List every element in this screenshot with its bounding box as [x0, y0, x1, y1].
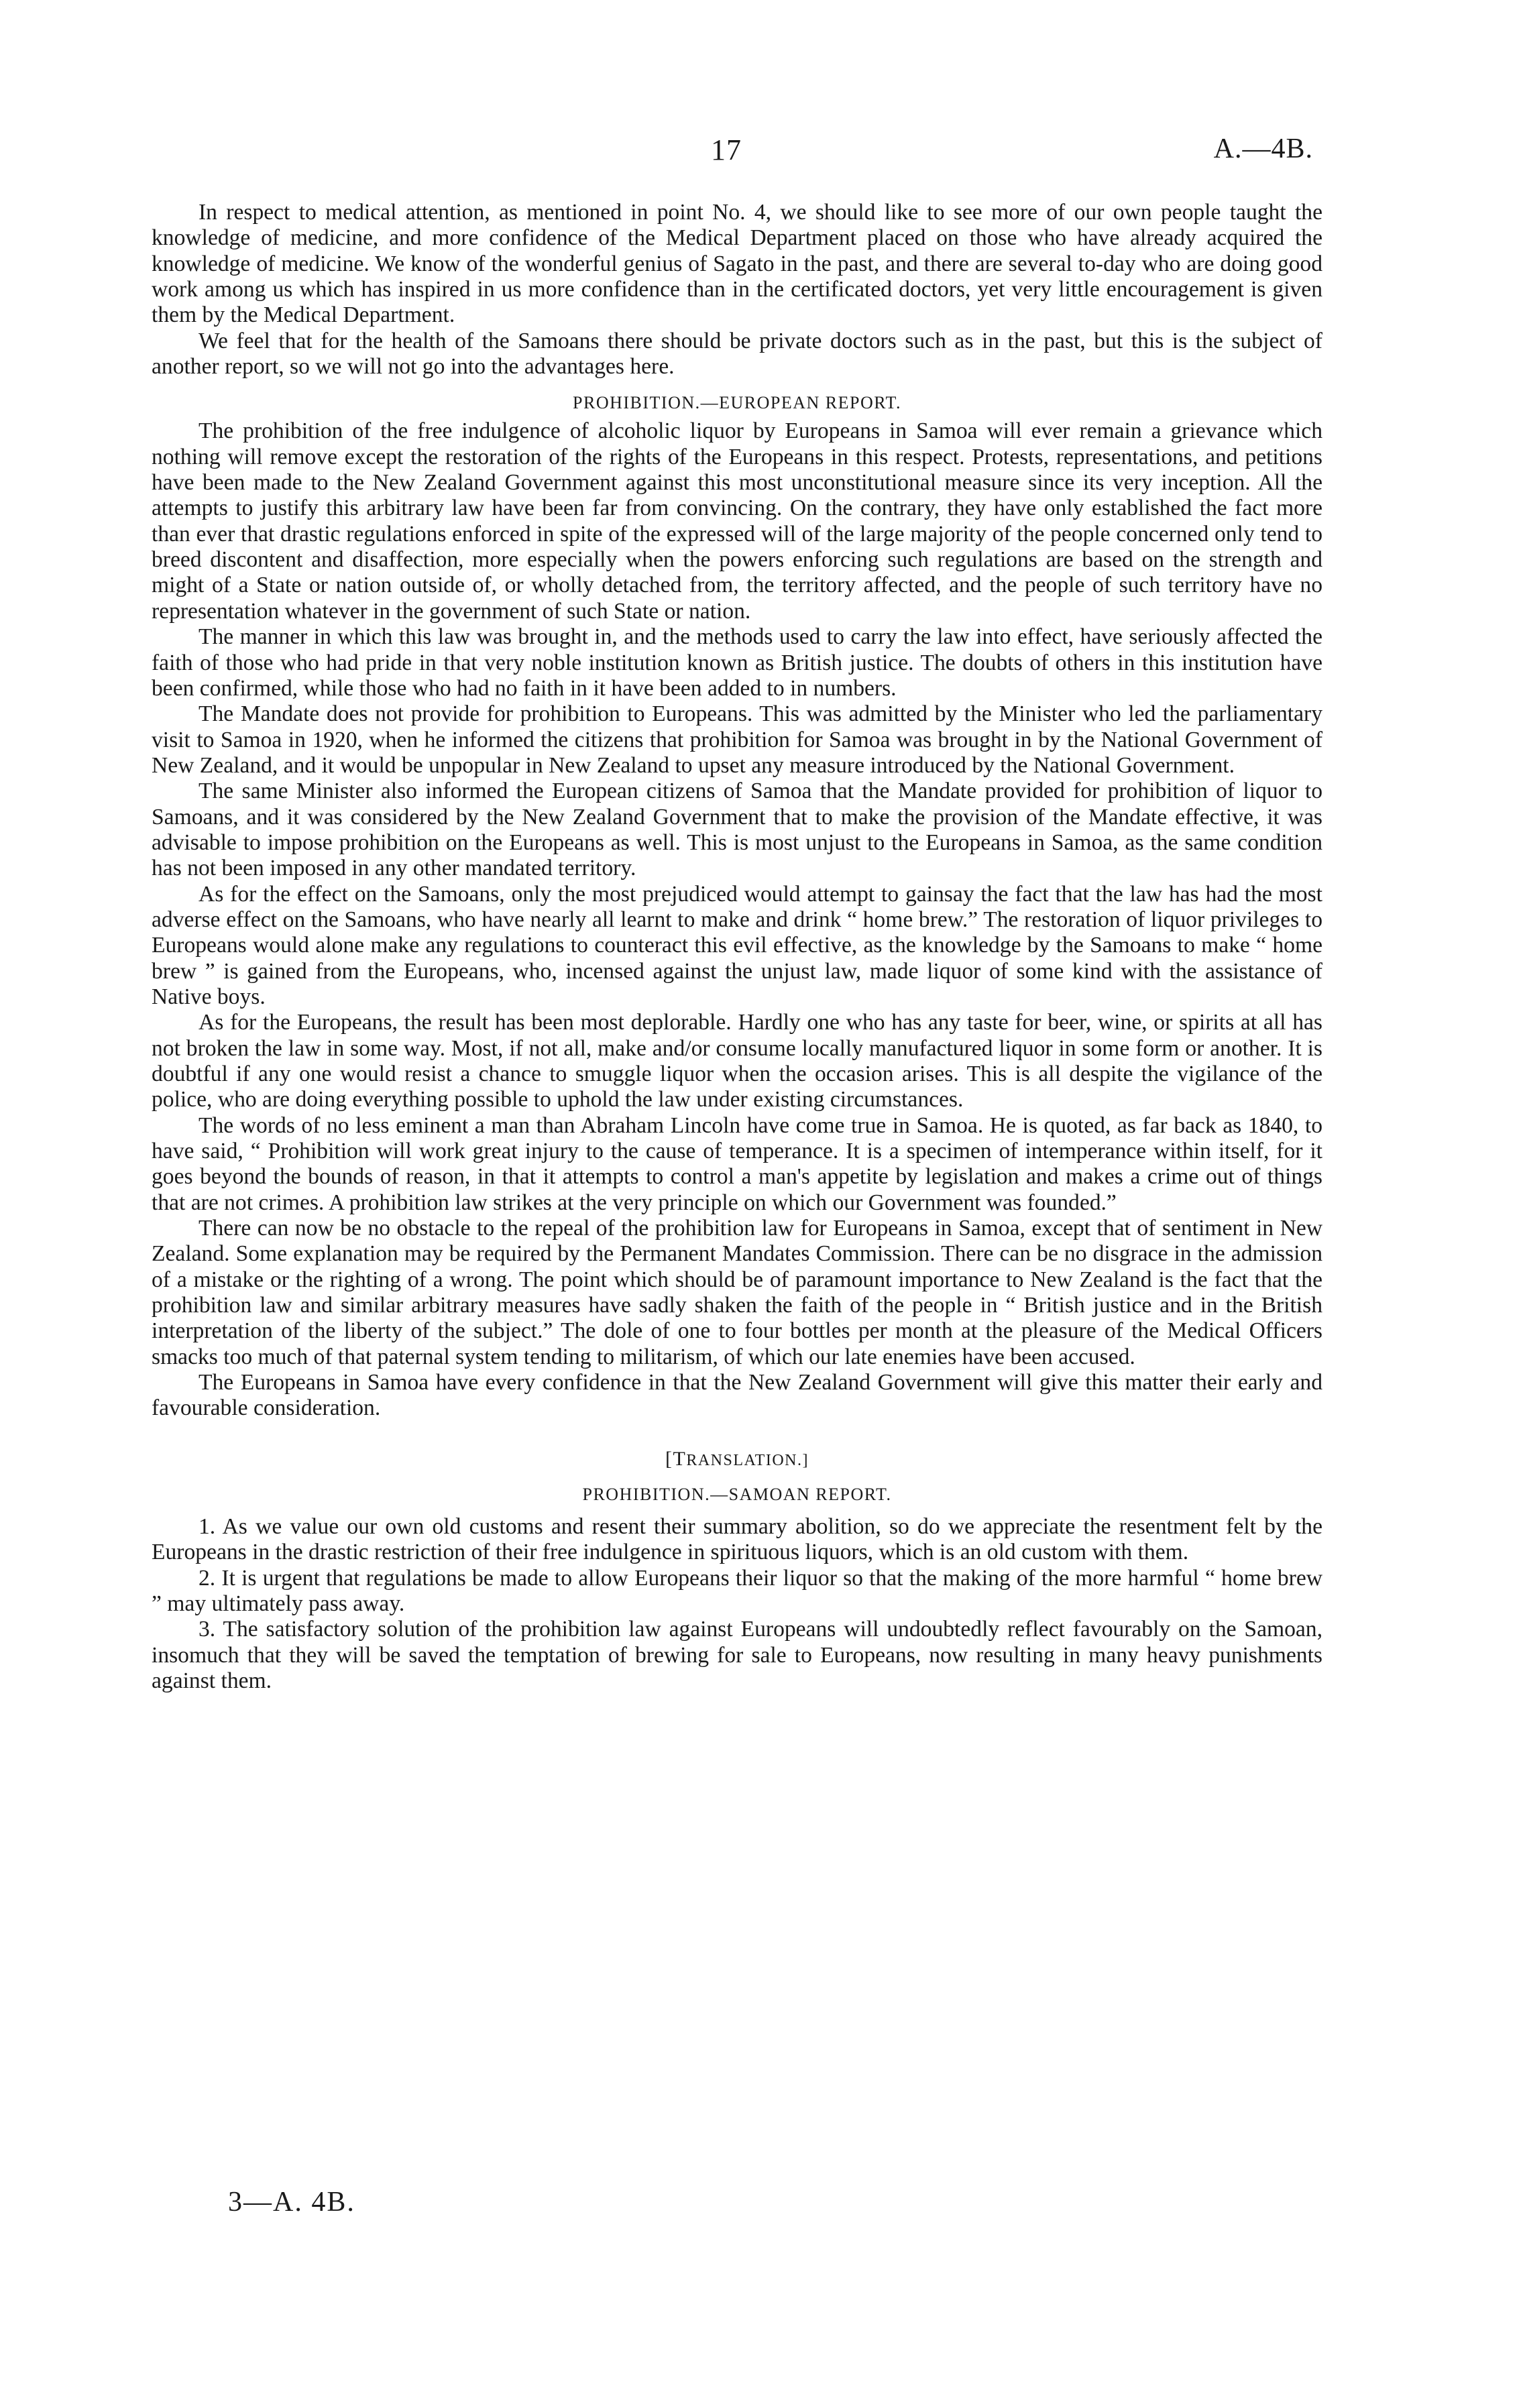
document-code: A.—4B.: [1213, 133, 1313, 164]
list-item: 3. The satisfactory solution of the prohibition law against Europeans will undoubtedly reflect favourably on the Samoan, insomuch that they will be saved the temptation of brewing for sale to Europeans, now resulting in many heavy punishments against them.: [152, 1617, 1322, 1693]
european-report-section: [152, 390, 1322, 1421]
translation-label-open: [T: [665, 1447, 687, 1470]
list-item: 1. As we value our own old customs and resent their summary abolition, so do we appreciate the resentment felt by the Europeans in the drastic restriction of their free indulgence in spirituous liquors, which is an old custom with them.: [152, 1513, 1322, 1565]
page-header: [0, 133, 1521, 173]
paragraph: The words of no less eminent a man than Abraham Lincoln have come true in Samoa. He is quoted, as far back as 1840, to have said, “ Prohibition will work great injury to the cause of temperance. It is a specimen of intemperance within itself, for it goes beyond the bounds of reason, in that it attempts to control a man's appetite by legislation and makes a crime out of things that are not crimes. A prohibition law strikes at the very principle on which our Government was founded.”: [152, 1112, 1322, 1215]
paragraph: There can now be no obstacle to the repeal of the prohibition law for Europeans in Samoa, except that of sentiment in New Zealand. Some explanation may be required by the Permanent Mandates Commission. There can be no disgrace in the admission of a mistake or the righting of a wrong. The point which should be of paramount importance to New Zealand is the fact that the prohibition law and similar arbitrary measures have sadly shaken the faith of the people in “ British justice and in the British interpretation of the liberty of the subject.” The dole of one to four bottles per month at the pleasure of the Medical Officers smacks too much of that paternal system tending to militarism, of which our late enemies have been accused.: [152, 1216, 1322, 1369]
section-heading: PROHIBITION.—EUROPEAN REPORT.: [573, 393, 901, 413]
translation-label: [152, 1446, 1322, 1474]
paragraph: The same Minister also informed the European citizens of Samoa that the Mandate provided for prohibition of liquor to Samoans, and it was considered by the New Zealand Government that to make the provision of the Mandate effective, it was advisable to impose prohibition on the Europeans as well. This is most unjust to the Europeans in Samoa, as the same condition has not been imposed in any other mandated territory.: [152, 779, 1322, 881]
paragraph: The manner in which this law was brought in, and the methods used to carry the law into effect, have seriously affected the faith of those who had pride in that very noble institution known as British justice. The doubts of others in this institution have been confirmed, while those who had no faith in it have been added to in numbers.: [152, 624, 1322, 701]
list-item: 2. It is urgent that regulations be made to allow Europeans their liquor so that the making of the more harmful “ home brew ” may ultimately pass away.: [152, 1565, 1322, 1616]
page-body: [152, 200, 1322, 1694]
paragraph: We feel that for the health of the Samoans there should be private doctors such as in the past, but this is the subject of another report, so we will not go into the advantages here.: [152, 328, 1322, 380]
samoan-report-section: [152, 1446, 1322, 1694]
paragraph: The Europeans in Samoa have every confidence in that the New Zealand Government will give this matter their early and favourable consideration.: [152, 1370, 1322, 1421]
paragraph: As for the effect on the Samoans, only the most prejudiced would attempt to gainsay the fact that the law has had the most adverse effect on the Samoans, who have nearly all learnt to make and drink “ home brew.” The restoration of liquor privileges to Europeans would alone make any regulations to counteract this evil effective, as the knowledge by the Samoans to make “ home brew ” is gained from the Europeans, who, incensed against the unjust law, made liquor of some kind with the assistance of Native boys.: [152, 881, 1322, 1009]
signature-code: 3—A. 4B.: [228, 2187, 355, 2218]
translation-label-rest: RANSLATION.]: [686, 1451, 809, 1469]
section-heading: PROHIBITION.—SAMOAN REPORT.: [582, 1484, 892, 1504]
numbered-list: [152, 1514, 1322, 1694]
paragraph: The Mandate does not provide for prohibition to Europeans. This was admitted by the Minister who led the parliamentary visit to Samoa in 1920, when he informed the citizens that prohibition for Samoa was brought in by the National Government of New Zealand, and it would be unpopular in New Zealand to upset any measure introduced by the National Government.: [152, 701, 1322, 778]
medical-section: [152, 200, 1322, 380]
paragraph: In respect to medical attention, as mentioned in point No. 4, we should like to see more of our own people taught the knowledge of medicine, and more confidence of the Medical Department placed on those who have already acquired the knowledge of medicine. We know of the wonderful genius of Sagato in the past, and there are several to-day who are doing good work among us which has inspired in us more confidence than in the certificated doctors, yet very little encouragement is given them by the Medical Department.: [152, 200, 1322, 328]
paragraph: The prohibition of the free indulgence of alcoholic liquor by Europeans in Samoa will ever remain a grievance which nothing will remove except the restoration of the rights of the Europeans in this respect. Protests, representations, and petitions have been made to the New Zealand Government against this most unconstitutional measure since its very inception. All the attempts to justify this arbitrary law have been far from convincing. On the contrary, they have only established the fact more than ever that drastic regulations enforced in spite of the expressed will of the large majority of the people concerned only tend to breed discontent and disaffection, more especially when the powers enforcing such regulations are based on the strength and might of a State or nation outside of, or wholly detached from, the territory affected, and the people of such territory have no representation whatever in the government of such State or nation.: [152, 418, 1322, 624]
paragraph: As for the Europeans, the result has been most deplorable. Hardly one who has any taste for beer, wine, or spirits at all has not broken the law in some way. Most, if not all, make and/or consume locally manufactured liquor in some form or another. It is doubtful if any one would resist a chance to smuggle liquor when the occasion arises. This is all despite the vigilance of the police, who are doing everything possible to uphold the law under existing circumstances.: [152, 1010, 1322, 1112]
page-number: 17: [711, 133, 742, 166]
